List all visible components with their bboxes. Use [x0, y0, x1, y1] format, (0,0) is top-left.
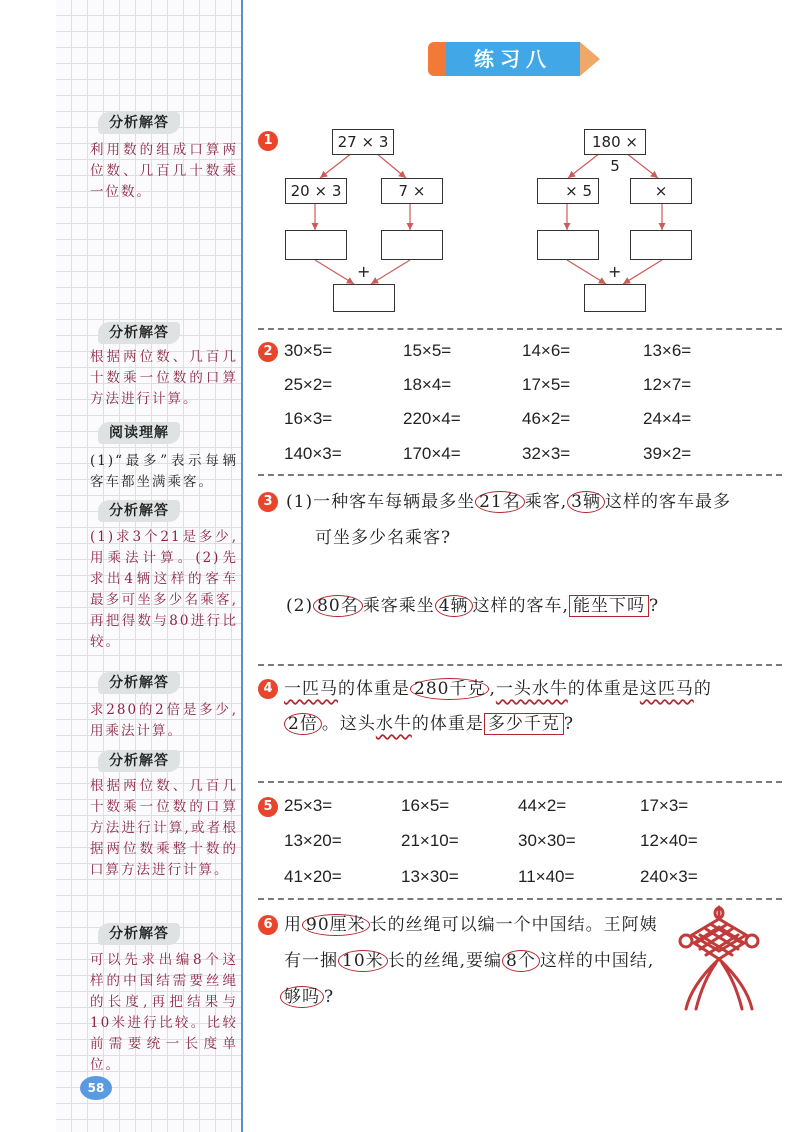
flow-split-box[interactable]: × 5: [537, 178, 599, 204]
exercise: 16×3=: [284, 409, 333, 428]
analysis-text: 可以先求出编8个这样的中国结需要丝绳的长度,再把结果与10米进行比较。比较前需要统一长度单位。: [90, 952, 238, 1073]
problem-3-part-2: (2) 80名 乘客乘坐 4辆 这样的客车, 能坐下吗 ?: [286, 596, 660, 616]
exercise: 13×30=: [401, 867, 459, 886]
page-title: 练习八: [446, 42, 580, 76]
exercise: 220×4=: [403, 409, 461, 428]
exercise: 16×5=: [401, 796, 450, 815]
section-divider: [258, 474, 782, 476]
sum-box[interactable]: [584, 284, 646, 312]
section-divider: [258, 328, 782, 330]
problem-6-line-2: 有一捆 10米 长的丝绳,要编 8个 这样的中国结,: [284, 951, 655, 971]
section-divider: [258, 898, 782, 900]
question-number-3: 3: [258, 492, 278, 512]
exercise: 21×10=: [401, 831, 459, 850]
analysis-tag: 分析解答: [98, 500, 180, 522]
reading-text: (1)“最多”表示每辆客车都坐满乘客。: [90, 453, 238, 490]
flow-split-box: 20 × 3: [285, 178, 347, 204]
exercise: 46×2=: [522, 409, 571, 428]
flow-split-box[interactable]: 7 ×: [381, 178, 443, 204]
exercise: 12×7=: [643, 375, 692, 394]
analysis-tag: 分析解答: [98, 923, 180, 945]
sum-box[interactable]: [333, 284, 395, 312]
analysis-text: 利用数的组成口算两位数、几百几十数乘一位数。: [90, 142, 238, 200]
page-number: 58: [80, 1076, 112, 1100]
question-number-4: 4: [258, 679, 278, 699]
exercise: 44×2=: [518, 796, 567, 815]
analysis-text: 求280的2倍是多少,用乘法计算。: [90, 702, 238, 739]
analysis-text: (1)求3个21是多少,用乘法计算。(2)先求出4辆这样的客车最多可坐多少名乘客,再把得数与80进行比较。: [90, 529, 238, 650]
exercise: 39×2=: [643, 444, 692, 463]
question-number-1: 1: [258, 131, 278, 151]
analysis-tag: 分析解答: [98, 322, 180, 344]
question-number-6: 6: [258, 915, 278, 935]
question-number-2: 2: [258, 342, 278, 362]
exercise: 24×4=: [643, 409, 692, 428]
exercise: 18×4=: [403, 375, 452, 394]
plus-sign: +: [357, 262, 371, 281]
exercise: 30×5=: [284, 341, 333, 360]
problem-6-line-3: 够吗 ?: [280, 985, 334, 1009]
chinese-knot-icon: [672, 905, 766, 1015]
section-divider: [258, 664, 782, 666]
problem-6-line-1: 用 90厘米 长的丝绳可以编一个中国结。王阿姨: [284, 915, 658, 935]
exercise: 12×40=: [640, 831, 698, 850]
section-divider: [258, 781, 782, 783]
analysis-text: 根据两位数、几百几十数乘一位数的口算方法进行计算,或者根据两位数乘整十数的口算方法进行计算。: [90, 778, 238, 878]
problem-3-line-1: (1)一种客车每辆最多坐 21名 乘客, 3辆 这样的客车最多: [286, 492, 731, 512]
reading-tag: 阅读理解: [98, 422, 180, 444]
exercise: 14×6=: [522, 341, 571, 360]
answer-box[interactable]: [630, 230, 692, 260]
problem-4-line-1: 一匹马的体重是 280千克 ,一头水牛的体重是这匹马的: [284, 679, 712, 699]
exercise: 17×5=: [522, 375, 571, 394]
sidebar-divider: [241, 0, 243, 1132]
question-number-5: 5: [258, 797, 278, 817]
flow-split-box[interactable]: ×: [630, 178, 692, 204]
problem-3-line-2: 可坐多少名乘客?: [315, 528, 452, 548]
flow-top-box: 180 × 5: [584, 129, 646, 155]
analysis-tag: 分析解答: [98, 672, 180, 694]
exercise: 140×3=: [284, 444, 342, 463]
exercise: 11×40=: [518, 867, 575, 886]
exercise: 25×3=: [284, 796, 333, 815]
exercise: 15×5=: [403, 341, 452, 360]
answer-box[interactable]: [285, 230, 347, 260]
exercise: 30×30=: [518, 831, 576, 850]
exercise: 13×20=: [284, 831, 342, 850]
exercise: 41×20=: [284, 867, 342, 886]
analysis-tag: 分析解答: [98, 112, 180, 134]
exercise: 240×3=: [640, 867, 698, 886]
plus-sign: +: [608, 262, 622, 281]
exercise: 25×2=: [284, 375, 333, 394]
problem-4-line-2: 2倍 。这头水牛的体重是 多少千克 ?: [284, 712, 574, 736]
exercise: 17×3=: [640, 796, 689, 815]
exercise: 13×6=: [643, 341, 692, 360]
analysis-text: 根据两位数、几百几十数乘一位数的口算方法进行计算。: [90, 349, 238, 407]
title-banner: [428, 42, 600, 76]
flow-top-box: 27 × 3: [332, 129, 394, 155]
analysis-tag: 分析解答: [98, 750, 180, 772]
exercise: 32×3=: [522, 444, 571, 463]
answer-box[interactable]: [381, 230, 443, 260]
exercise: 170×4=: [403, 444, 461, 463]
answer-box[interactable]: [537, 230, 599, 260]
